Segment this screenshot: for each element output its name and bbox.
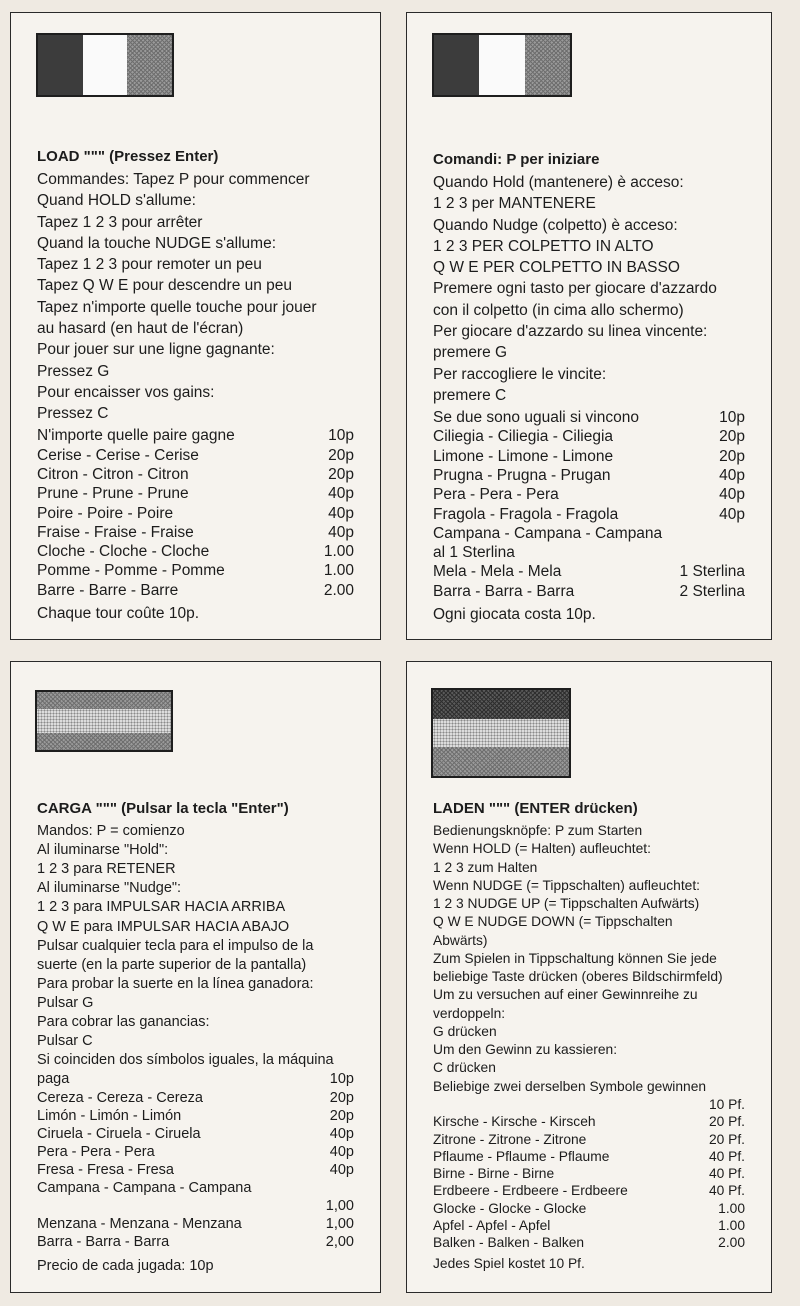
french-prize-symbols: Barre - Barre - Barre <box>37 581 179 599</box>
french-prize-value: 40p <box>328 485 354 503</box>
french-instruction-line: Quand la touche NUDGE s'allume: <box>37 234 277 252</box>
french-prize-value: 2.00 <box>323 581 354 599</box>
italian-prize-symbols: Se due sono uguali si vincono <box>433 409 639 427</box>
spanish-prize-value: 40p <box>329 1143 354 1160</box>
german-prize-symbols: Balken - Balken - Balken <box>433 1235 585 1251</box>
french-instructions <box>37 148 354 626</box>
german-instruction-line: beliebige Taste drücken (oberes Bildschirmfeld) <box>433 969 723 985</box>
french-prize-symbols: Fraise - Fraise - Fraise <box>37 523 194 541</box>
spanish-footer: Precio de cada jugada: 10p <box>37 1257 214 1274</box>
spanish-prize-row <box>37 1126 354 1143</box>
german-prize-row <box>433 1166 745 1182</box>
italian-instruction-line: Quando Hold (mantenere) è acceso: <box>433 174 684 191</box>
french-instruction-line: Commandes: Tapez P pour commencer <box>37 171 310 188</box>
spanish-prize-value: 10p <box>329 1071 354 1088</box>
spanish-panel <box>10 661 381 1293</box>
italian-prize-value: 40p <box>719 466 745 484</box>
italian-prize-symbols: Mela - Mela - Mela <box>433 563 562 581</box>
italian-prize-symbols: Ciliegia - Ciliegia - Ciliegia <box>433 428 614 446</box>
italian-prize-symbols: Limone - Limone - Limone <box>433 447 614 465</box>
french-instruction-line: Pressez G <box>37 362 110 380</box>
spanish-instructions <box>37 800 354 1278</box>
italian-prize-row <box>433 563 745 581</box>
spanish-instruction-line: suerte (en la parte superior de la pantalla) <box>37 956 307 973</box>
italian-prize-value <box>675 544 745 562</box>
spanish-instruction-line: Para cobrar las ganancias: <box>37 1014 210 1031</box>
italian-prize-row <box>433 583 745 601</box>
spanish-prize-row <box>37 1144 354 1161</box>
italian-instructions <box>433 151 745 627</box>
german-prize-value: 20 Pf. <box>708 1114 745 1130</box>
italian-prize-row <box>433 486 745 504</box>
spanish-prize-value: 2,00 <box>325 1234 354 1251</box>
spanish-prize-row <box>37 1198 354 1215</box>
german-prize-symbols <box>433 1097 675 1113</box>
spanish-instruction-line: Al iluminarse "Nudge": <box>37 880 182 897</box>
spanish-prize-value <box>284 1180 354 1197</box>
french-prize-symbols: Prune - Prune - Prune <box>37 485 189 503</box>
german-flag-icon <box>431 688 571 778</box>
italian-instruction-line: Quando Nudge (colpetto) è acceso: <box>433 216 678 234</box>
french-prize-row <box>37 505 354 523</box>
spanish-instruction-line: Pulsar C <box>37 1033 93 1050</box>
spanish-prize-value: 40p <box>329 1161 354 1178</box>
french-instruction-line: Quand HOLD s'allume: <box>37 192 196 210</box>
german-prize-value: 20 Pf. <box>708 1131 745 1147</box>
french-prize-value: 20p <box>328 465 354 483</box>
german-instructions <box>433 800 745 1276</box>
german-prize-row <box>433 1201 745 1217</box>
italian-footer: Ogni giocata costa 10p. <box>433 605 596 623</box>
german-prize-row <box>433 1132 745 1148</box>
german-prize-value: 2.00 <box>718 1235 745 1251</box>
spanish-prize-symbols: Pera - Pera - Pera <box>37 1143 155 1160</box>
french-prize-value: 40p <box>328 523 354 541</box>
italian-prize-symbols: Fragola - Fragola - Fragola <box>433 505 619 523</box>
spanish-prize-symbols: Fresa - Fresa - Fresa <box>37 1161 174 1178</box>
spanish-instruction-line: Q W E para IMPULSAR HACIA ABAJO <box>37 918 290 935</box>
spanish-prize-symbols: paga <box>37 1071 70 1088</box>
german-prize-value: 40 Pf. <box>708 1183 745 1199</box>
german-instruction-line: Wenn HOLD (= Halten) aufleuchtet: <box>433 841 651 857</box>
german-prize-row <box>433 1235 745 1251</box>
italian-prize-value: 10p <box>719 409 745 427</box>
italian-instruction-line: Premere ogni tasto per giocare d'azzardo <box>433 280 717 298</box>
italian-prize-row <box>433 525 745 543</box>
french-instruction-line: Pour jouer sur une ligne gagnante: <box>37 341 275 359</box>
german-prize-row <box>433 1218 745 1234</box>
spanish-prize-row <box>37 1090 354 1107</box>
spanish-prize-row <box>37 1216 354 1233</box>
spanish-prize-row <box>37 1108 354 1125</box>
french-prize-value: 20p <box>328 446 354 464</box>
german-prize-symbols: Erdbeere - Erdbeere - Erdbeere <box>433 1183 628 1199</box>
french-prize-row <box>37 562 354 580</box>
spanish-prize-value: 20p <box>329 1107 354 1124</box>
spanish-prize-symbols: Barra - Barra - Barra <box>37 1234 170 1251</box>
spanish-instruction-line: Al iluminarse "Hold": <box>37 842 169 859</box>
italian-prize-value: 1 Sterlina <box>679 563 745 581</box>
french-instruction-line: Tapez 1 2 3 pour remoter un peu <box>37 256 262 274</box>
french-prize-value: 10p <box>328 427 354 445</box>
french-footer: Chaque tour coûte 10p. <box>37 604 200 622</box>
spanish-instruction-line: Pulsar G <box>37 994 94 1011</box>
italian-title: Comandi: P per iniziare <box>433 151 600 168</box>
french-instruction-line: Tapez 1 2 3 pour arrêter <box>37 213 203 231</box>
spanish-prize-symbols: Menzana - Menzana - Menzana <box>37 1216 242 1233</box>
italian-instruction-line: Q W E PER COLPETTO IN BASSO <box>433 259 680 277</box>
spanish-prize-symbols: Cereza - Cereza - Cereza <box>37 1089 203 1106</box>
french-prize-row <box>37 447 354 465</box>
german-prize-symbols: Kirsche - Kirsche - Kirsceh <box>433 1114 596 1130</box>
german-prize-symbols: Birne - Birne - Birne <box>433 1166 555 1182</box>
french-prize-row <box>37 466 354 484</box>
italian-prize-value: 20p <box>719 447 745 465</box>
german-prize-value: 40 Pf. <box>708 1166 745 1182</box>
german-instruction-line: Beliebige zwei derselben Symbole gewinnen <box>433 1078 707 1094</box>
french-prize-value: 1.00 <box>323 562 354 580</box>
spanish-instruction-line: 1 2 3 para IMPULSAR HACIA ARRIBA <box>37 899 286 916</box>
french-instruction-line: Pour encaisser vos gains: <box>37 383 215 401</box>
german-prize-symbols: Zitrone - Zitrone - Zitrone <box>433 1131 587 1147</box>
spanish-title: CARGA """ (Pulsar la tecla "Enter") <box>37 800 289 817</box>
italian-prize-symbols: Pera - Pera - Pera <box>433 486 559 504</box>
french-flag-icon <box>36 33 174 97</box>
german-prize-value: 1.00 <box>718 1200 745 1216</box>
french-prize-row <box>37 524 354 542</box>
german-instruction-line: 1 2 3 zum Halten <box>433 859 538 875</box>
spanish-prize-value: 1,00 <box>325 1216 354 1233</box>
italian-flag-icon <box>432 33 572 97</box>
spanish-prize-symbols: Campana - Campana - Campana <box>37 1180 252 1197</box>
french-instruction-line: Tapez n'importe quelle touche pour jouer <box>37 298 317 316</box>
spanish-prize-row <box>37 1071 354 1088</box>
spanish-prize-row <box>37 1162 354 1179</box>
german-prize-row <box>433 1097 745 1113</box>
italian-prize-value: 2 Sterlina <box>679 582 745 600</box>
french-prize-row <box>37 485 354 503</box>
german-instruction-line: G drücken <box>433 1023 497 1039</box>
french-prize-symbols: Citron - Citron - Citron <box>37 465 189 483</box>
italian-prize-row <box>433 409 745 427</box>
spanish-instruction-line: Para probar la suerte en la línea ganadora: <box>37 975 314 992</box>
french-prize-symbols: N'importe quelle paire gagne <box>37 427 235 445</box>
spanish-flag-icon <box>35 690 173 752</box>
italian-prize-row <box>433 448 745 466</box>
spanish-prize-row <box>37 1234 354 1251</box>
italian-prize-row <box>433 428 745 446</box>
spanish-prize-value: 20p <box>329 1089 354 1106</box>
italian-prize-value: 20p <box>719 428 745 446</box>
german-instruction-line: Bedienungsknöpfe: P zum Starten <box>433 823 643 838</box>
german-instruction-line: C drücken <box>433 1060 496 1076</box>
german-prize-value: 40 Pf. <box>708 1148 745 1164</box>
german-prize-row <box>433 1183 745 1199</box>
german-prize-value: 1.00 <box>718 1217 745 1233</box>
spanish-instruction-line: 1 2 3 para RETENER <box>37 861 176 878</box>
spanish-prize-symbols <box>37 1198 284 1215</box>
german-footer: Jedes Spiel kostet 10 Pf. <box>433 1256 585 1272</box>
spanish-instruction-line: Mandos: P = comienzo <box>37 823 185 839</box>
spanish-instruction-line: Pulsar cualquier tecla para el impulso de la <box>37 937 314 954</box>
italian-instruction-line: Per giocare d'azzardo su linea vincente: <box>433 322 708 340</box>
german-instruction-line: Um den Gewinn zu kassieren: <box>433 1042 618 1058</box>
german-instruction-line: verdoppeln: <box>433 1005 506 1021</box>
german-prize-symbols: Pflaume - Pflaume - Pflaume <box>433 1148 610 1164</box>
italian-instruction-line: 1 2 3 per MANTENERE <box>433 195 596 213</box>
german-instruction-line: Zum Spielen in Tippschaltung können Sie jede <box>433 950 717 966</box>
german-panel <box>406 661 772 1293</box>
spanish-prize-symbols: Limón - Limón - Limón <box>37 1107 182 1124</box>
spanish-prize-row <box>37 1180 354 1197</box>
german-prize-row <box>433 1149 745 1165</box>
french-title: LOAD """ (Pressez Enter) <box>37 148 219 165</box>
french-instruction-line: Pressez C <box>37 405 109 423</box>
french-instruction-line: au hasard (en haut de l'écran) <box>37 319 244 337</box>
spanish-prize-symbols: Ciruela - Ciruela - Ciruela <box>37 1125 201 1142</box>
spanish-instruction-line: Si coinciden dos símbolos iguales, la máquina <box>37 1052 334 1069</box>
french-prize-symbols: Cerise - Cerise - Cerise <box>37 446 199 464</box>
french-prize-symbols: Cloche - Cloche - Cloche <box>37 543 210 561</box>
german-prize-value: 10 Pf. <box>708 1096 745 1112</box>
italian-prize-symbols: Prugna - Prugna - Prugan <box>433 466 611 484</box>
italian-prize-row <box>433 506 745 524</box>
spanish-prize-value: 40p <box>329 1125 354 1142</box>
italian-instruction-line: Per raccogliere le vincite: <box>433 365 607 383</box>
italian-prize-symbols: Barra - Barra - Barra <box>433 582 575 600</box>
spanish-prize-value: 1,00 <box>325 1198 354 1215</box>
italian-prize-row <box>433 544 745 562</box>
french-prize-row <box>37 543 354 561</box>
italian-instruction-line: premere G <box>433 344 508 362</box>
french-prize-value: 1.00 <box>323 543 354 561</box>
italian-prize-symbols: Campana - Campana - Campana <box>433 524 663 542</box>
italian-prize-value <box>675 525 745 543</box>
german-instruction-line: Q W E NUDGE DOWN (= Tippschalten <box>433 914 673 930</box>
german-prize-row <box>433 1114 745 1130</box>
italian-prize-value: 40p <box>719 505 745 523</box>
german-title: LADEN """ (ENTER drücken) <box>433 800 638 817</box>
italian-panel <box>406 12 772 640</box>
german-instruction-line: 1 2 3 NUDGE UP (= Tippschalten Aufwärts) <box>433 896 700 912</box>
french-prize-row <box>37 427 354 445</box>
german-instruction-line: Abwärts) <box>433 932 488 948</box>
italian-instruction-line: 1 2 3 PER COLPETTO IN ALTO <box>433 237 654 255</box>
german-prize-symbols: Apfel - Apfel - Apfel <box>433 1217 551 1233</box>
italian-prize-row <box>433 467 745 485</box>
french-prize-symbols: Poire - Poire - Poire <box>37 504 174 522</box>
french-panel <box>10 12 381 640</box>
french-prize-value: 40p <box>328 504 354 522</box>
german-prize-symbols: Glocke - Glocke - Glocke <box>433 1200 587 1216</box>
italian-prize-value: 40p <box>719 486 745 504</box>
french-instruction-line: Tapez Q W E pour descendre un peu <box>37 277 293 295</box>
german-instruction-line: Um zu versuchen auf einer Gewinnreihe zu <box>433 987 698 1003</box>
italian-instruction-line: premere C <box>433 386 507 404</box>
italian-instruction-line: con il colpetto (in cima allo schermo) <box>433 301 684 319</box>
italian-prize-symbols: al 1 Sterlina <box>433 544 515 562</box>
french-prize-row <box>37 582 354 600</box>
german-instruction-line: Wenn NUDGE (= Tippschalten) aufleuchtet: <box>433 877 700 893</box>
french-prize-symbols: Pomme - Pomme - Pomme <box>37 562 225 580</box>
